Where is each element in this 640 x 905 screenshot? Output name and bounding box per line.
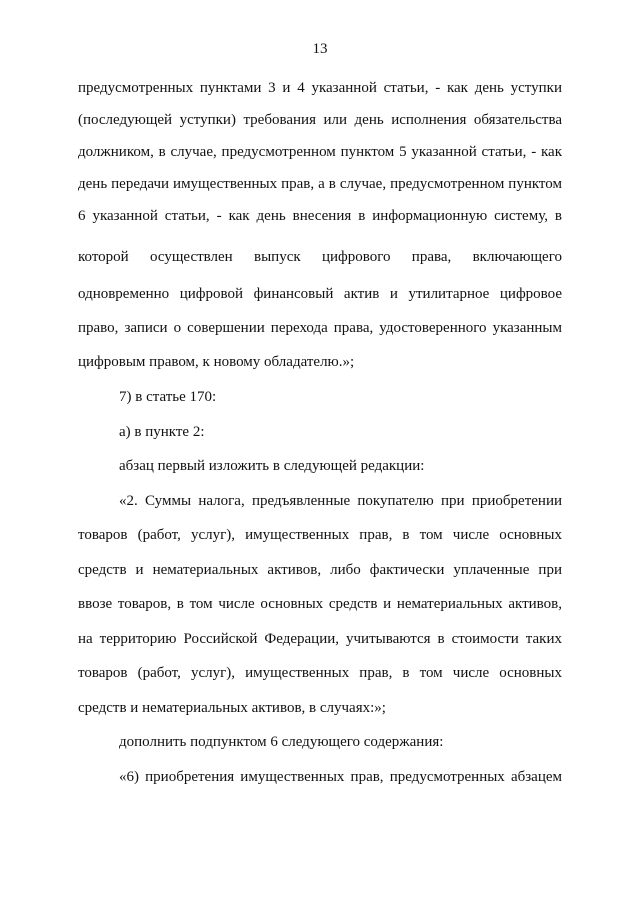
text-line: товаров (работ, услуг), имущественных прав, в том числе основных [78,527,562,543]
text-line: 7) в статье 170: [119,389,217,405]
text-line: (последующей уступки) требования или день исполнения обязательства [78,112,562,128]
text-line: «2. Суммы налога, предъявленные покупателю при приобретении [119,493,562,509]
text-line: на территорию Российской Федерации, учитываются в стоимости таких [78,631,562,647]
text-line: право, записи о совершении перехода права, удостоверенного указанным [78,320,562,336]
text-line: день передачи имущественных прав, а в случае, предусмотренном пунктом [78,176,562,192]
text-line: одновременно цифровой финансовый актив и утилитарное цифровое [78,286,562,302]
text-line: «6) приобретения имущественных прав, предусмотренных абзацем [119,769,562,785]
page-number: 13 [312,41,328,57]
text-line: 6 указанной статьи, - как день внесения в информационную систему, в [78,208,562,224]
text-line: предусмотренных пунктами 3 и 4 указанной статьи, - как день уступки [78,80,562,96]
text-line: ввозе товаров, в том числе основных средств и нематериальных активов, [78,596,562,612]
text-line: которой осуществлен выпуск цифрового права, включающего [78,249,562,265]
text-line: средств и нематериальных активов, в случаях:»; [78,700,386,716]
text-line: средств и нематериальных активов, либо фактически уплаченные при [78,562,562,578]
text-line: цифровым правом, к новому обладателю.»; [78,354,355,370]
text-line: а) в пункте 2: [119,424,205,440]
text-line: товаров (работ, услуг), имущественных прав, в том числе основных [78,665,562,681]
text-line: должником, в случае, предусмотренном пунктом 5 указанной статьи, - как [78,144,562,160]
text-line: дополнить подпунктом 6 следующего содержания: [119,734,444,750]
text-line: абзац первый изложить в следующей редакции: [119,458,425,474]
